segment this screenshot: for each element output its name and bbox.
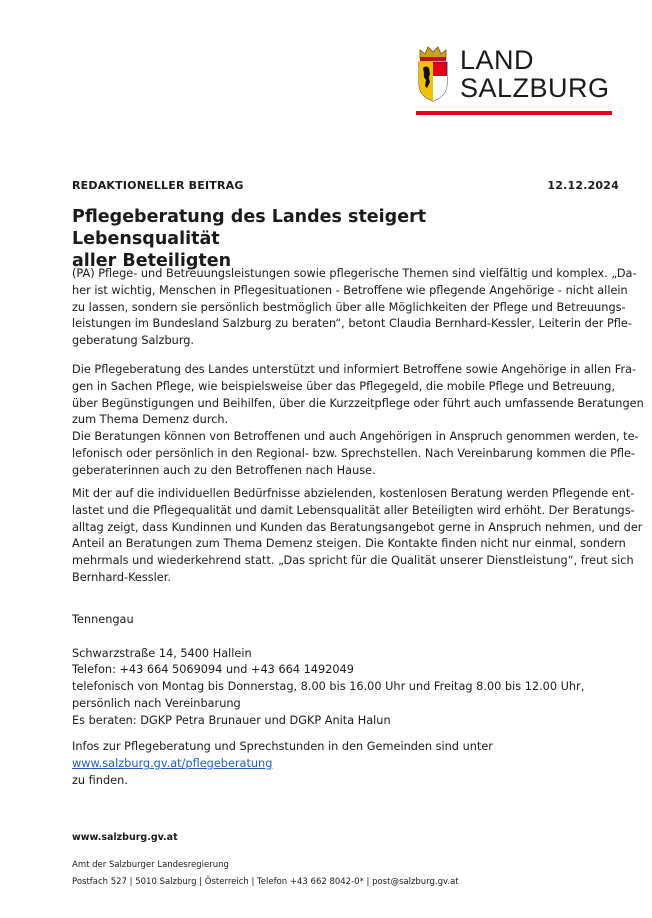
- paragraph-benefits: [72, 486, 643, 587]
- logo-red-bar: [416, 111, 612, 115]
- contact-appointment: persönlich nach Vereinbarung: [72, 696, 241, 710]
- page-title: [72, 206, 572, 272]
- paragraph-services: [72, 362, 644, 480]
- text-line: lefonisch oder persönlich in den Regional- bzw. Sprechstellen. Nach Vereinbarung kommen die Pfle-: [72, 446, 636, 460]
- text-line: lastet und die Pflegequalität und damit Lebensqualität aller Beteiligten wird erhöht. Der Beratungs-: [72, 503, 635, 517]
- text-line: geberatung Salzburg.: [72, 334, 195, 348]
- document-date: 12.12.2024: [547, 179, 619, 192]
- footer-website: www.salzburg.gv.at: [72, 832, 178, 843]
- text-line: zu lassen, sondern sie persönlich bestmöglich über alle Möglichkeiten der Pflege und Betreuungs-: [72, 300, 626, 314]
- text-line: über Begünstigungen und Beihilfen, über die Kurzzeitpflege oder führt auch umfassende Beratungen: [72, 396, 644, 410]
- text-line: Die Beratungen können von Betroffenen und auch Angehörigen in Anspruch genommen werden, te-: [72, 430, 639, 444]
- pflegeberatung-link[interactable]: www.salzburg.gv.at/pflegeberatung: [72, 756, 273, 770]
- title-line-2: aller Beteiligten: [72, 251, 232, 271]
- footer-address: Postfach 527 | 5010 Salzburg | Österreich | Telefon +43 662 8042-0* | post@salzburg.gv.at: [72, 877, 459, 887]
- footer-organization: Amt der Salzburger Landesregierung: [72, 860, 229, 870]
- text-line: Anteil an Beratungen zum Thema Demenz steigen. Die Kontakte finden nicht nur einmal, sondern: [72, 537, 626, 551]
- header-row: [72, 179, 619, 192]
- logo-line-land: LAND: [460, 45, 535, 75]
- info-block: [72, 739, 622, 789]
- text-line: gen in Sachen Pflege, wie beispielsweise über das Pflegegeld, die mobile Pflege und Betreuung,: [72, 379, 616, 393]
- contact-phone: Telefon: +43 664 5069094 und +43 664 1492049: [72, 663, 354, 677]
- text-line: leistungen im Bundesland Salzburg zu beraten“, betont Claudia Bernhard-Kessler, Leiterin der Pfle-: [72, 317, 632, 331]
- spacer: [72, 629, 622, 646]
- contact-hours: telefonisch von Montag bis Donnerstag, 8.00 bis 16.00 Uhr und Freitag 8.00 bis 12.00 Uhr,: [72, 680, 585, 694]
- text-line: Bernhard-Kessler.: [72, 570, 171, 584]
- text-line: Mit der auf die individuellen Bedürfnisse abzielenden, kostenlosen Beratung werden Pflegende ent-: [72, 487, 635, 500]
- info-outro: zu finden.: [72, 773, 128, 787]
- document-category: REDAKTIONELLER BEITRAG: [72, 179, 244, 192]
- contact-address: Schwarzstraße 14, 5400 Hallein: [72, 646, 252, 660]
- contact-region: Tennengau: [72, 613, 134, 626]
- info-intro: Infos zur Pflegeberatung und Sprechstunden in den Gemeinden sind unter: [72, 740, 493, 753]
- title-line-1: Pflegeberatung des Landes steigert Lebensqualität: [72, 207, 427, 249]
- logo-line-salzburg: SALZBURG: [460, 73, 610, 103]
- text-line: Die Pflegeberatung des Landes unterstützt und informiert Betroffene sowie Angehörige in allen Fra-: [72, 363, 637, 376]
- text-line: zum Thema Demenz durch.: [72, 413, 229, 427]
- contact-advisors: Es beraten: DGKP Petra Brunauer und DGKP Anita Halun: [72, 713, 391, 727]
- contact-block: [72, 612, 622, 730]
- text-line: mehrmals und wiederkehrend statt. „Das spricht für die Qualität unserer Dienstleistung“, freut sich: [72, 554, 634, 568]
- logo-wordmark: [460, 46, 610, 102]
- salzburg-coat-of-arms-icon: [416, 44, 450, 102]
- text-line: alltag zeigt, dass Kundinnen und Kunden das Beratungsangebot gerne in Anspruch nehmen, und der: [72, 520, 643, 534]
- text-line: (PA) Pflege- und Betreuungsleistungen sowie pflegerische Themen sind vielfältig und komplex. „Da-: [72, 267, 637, 280]
- text-line: her ist wichtig, Menschen in Pflegesituationen - Betroffene wie pflegende Angehörige - nicht allein: [72, 283, 628, 297]
- text-line: geberaterinnen auch zu den Betroffenen nach Hause.: [72, 463, 376, 477]
- paragraph-intro: [72, 266, 637, 350]
